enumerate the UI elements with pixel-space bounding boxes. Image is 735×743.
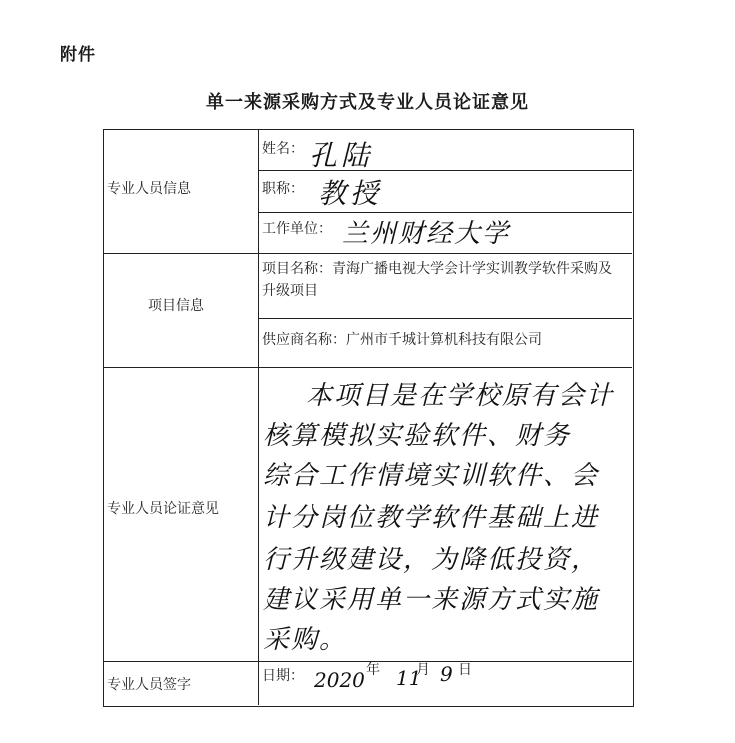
opinion-line: 本项目是在学校原有会计 (306, 381, 615, 411)
name-value: 孔陆 (309, 139, 374, 172)
opinion-label: 专业人员论证意见 (107, 501, 219, 517)
date-label: 日期： (262, 668, 304, 684)
opinion-line: 核算模拟实验软件、财务 (263, 421, 572, 451)
unit-label: 工作单位： (262, 221, 332, 237)
month-label: 月 (416, 662, 430, 678)
document-title: 单一来源采购方式及专业人员论证意见 (206, 92, 529, 113)
row-divider-supplier (258, 318, 632, 319)
form-table (103, 129, 634, 707)
opinion-line: 计分岗位教学软件基础上进 (263, 503, 600, 533)
year-value: 2020 (314, 668, 365, 692)
opinion-line: 采购。 (263, 625, 348, 655)
signature-label: 专业人员签字 (107, 677, 191, 693)
opinion-line: 行升级建设，为降低投资， (263, 545, 600, 575)
row-divider-expert (104, 253, 632, 254)
project-name-text: 项目名称：青海广播电视大学会计学实训教学软件采购及升级项目 (262, 261, 612, 299)
opinion-handwriting (258, 367, 632, 661)
title-value: 教授 (318, 177, 383, 210)
opinion-line: 建议采用单一来源方式实施 (263, 585, 600, 615)
month-value: 11 (396, 666, 422, 690)
day-label: 日 (458, 662, 472, 678)
title-label: 职称： (262, 181, 304, 197)
supplier-name-text: 供应商名称：广州市千城计算机科技有限公司 (262, 332, 542, 348)
name-label: 姓名： (262, 141, 304, 157)
unit-value: 兰州财经大学 (342, 219, 511, 249)
expert-info-label: 专业人员信息 (107, 181, 191, 197)
day-value: 9 (440, 662, 453, 686)
opinion-line: 综合工作情境实训软件、会 (263, 461, 600, 491)
attachment-label: 附件 (60, 45, 96, 65)
year-label: 年 (366, 662, 380, 678)
project-info-label: 项目信息 (148, 298, 204, 314)
